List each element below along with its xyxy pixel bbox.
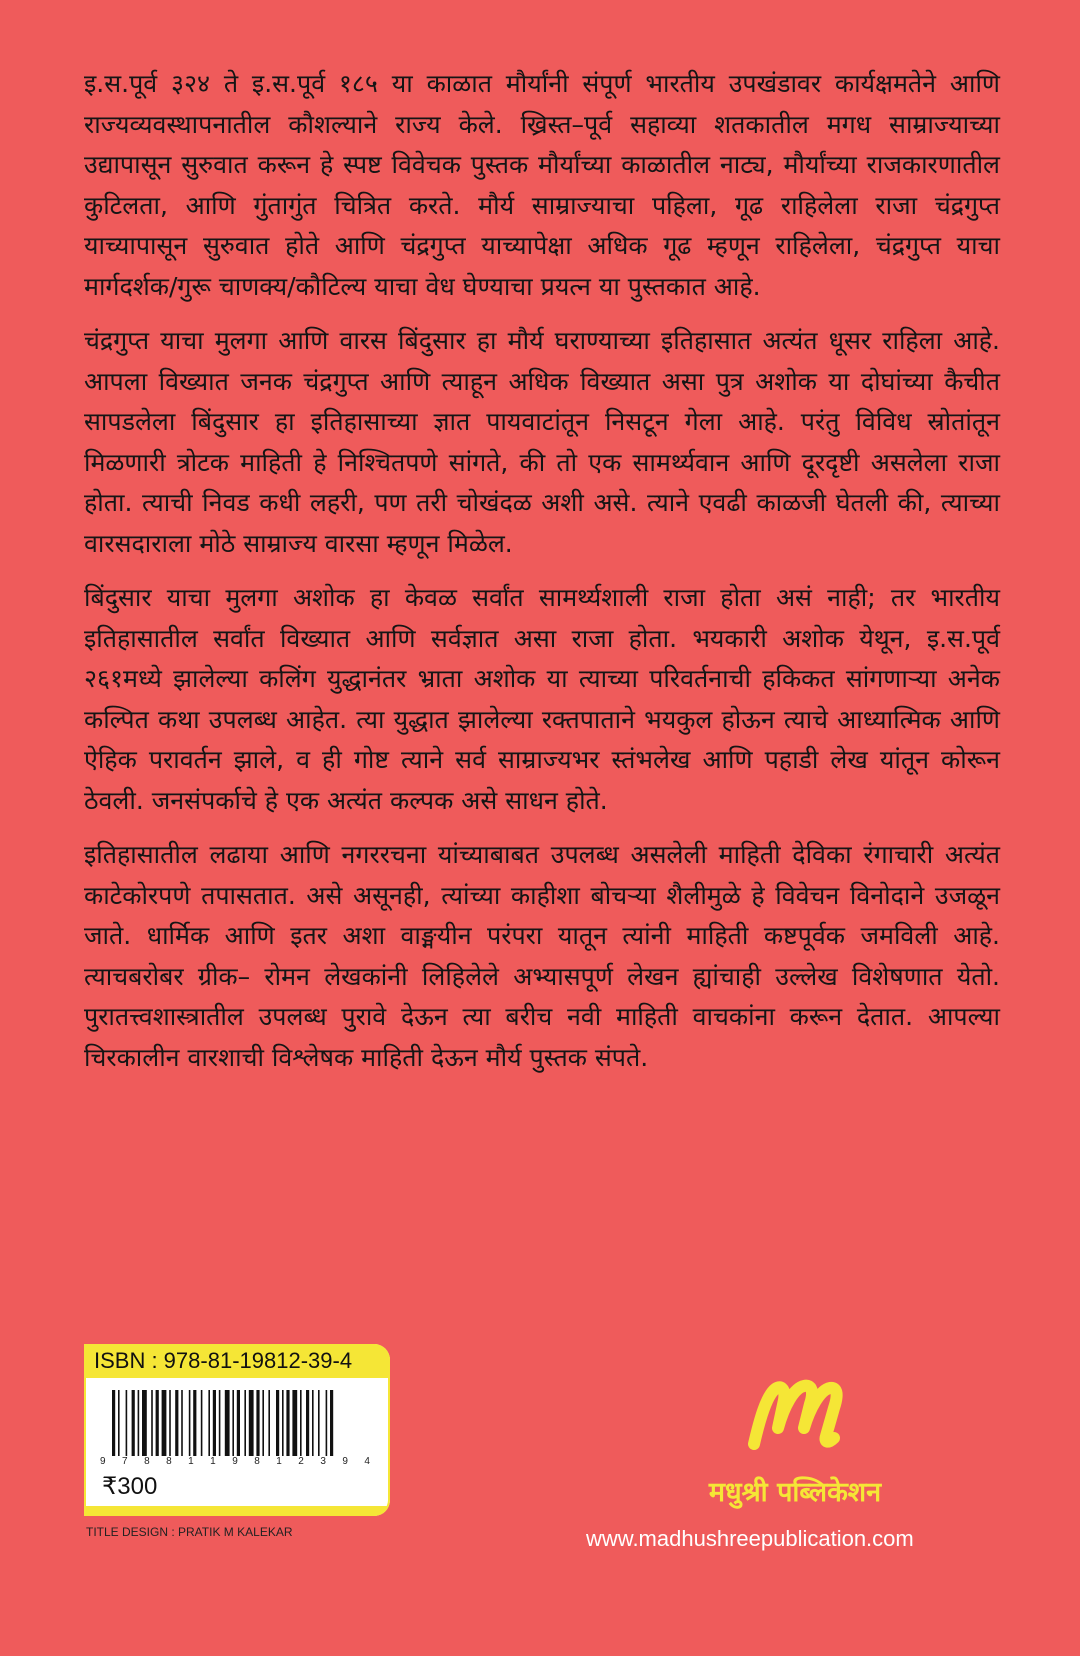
barcode-digits — [100, 1456, 370, 1467]
barcode-digit: 9 — [342, 1456, 348, 1467]
blurb-text — [84, 64, 1000, 1092]
barcode-digit: 9 — [232, 1456, 238, 1467]
barcode-digit: 8 — [254, 1456, 260, 1467]
isbn-label: ISBN : 978-81-19812-39-4 — [84, 1344, 390, 1378]
barcode-digit: 3 — [320, 1456, 326, 1467]
barcode-icon — [112, 1390, 362, 1456]
title-design-credit: TITLE DESIGN : PRATIK M KALEKAR — [86, 1525, 293, 1539]
barcode-digit: 1 — [210, 1456, 216, 1467]
price-bar — [84, 1506, 390, 1516]
blurb-paragraph: इतिहासातील लढाया आणि नगररचना यांच्याबाबत उपलब्ध असलेली माहिती देविका रंगाचारी अत्यंत काटेकोरपणे तपासतात. असे असूनही, त्यांच्या काहीशा बोचऱ्या शैलीमुळे हे विवेचन विनोदाने उजळून जाते. धार्मिक आणि इतर अशा वाङ्मयीन परंपरा यातून त्यांनी माहिती कष्टपूर्वक जमविली आहे. त्याचबरोबर ग्रीक– रोमन लेखकांनी लिहिलेले अभ्यासपूर्ण लेखन ह्यांचाही उल्लेख विशेषणात येतो. पुरातत्त्वशास्त्रातील उपलब्ध पुरावे देऊन त्या बरीच नवी माहिती वाचकांना करून देतात. आपल्या चिरकालीन वारशाची विश्लेषक माहिती देऊन मौर्य पुस्तक संपते. — [84, 840, 1000, 1072]
barcode-digit: 7 — [122, 1456, 128, 1467]
isbn-barcode-block — [84, 1344, 390, 1516]
barcode-digit: 2 — [298, 1456, 304, 1467]
publisher-website[interactable]: www.madhushreepublication.com — [586, 1526, 914, 1551]
blurb-paragraph: चंद्रगुप्त याचा मुलगा आणि वारस बिंदुसार हा मौर्य घराण्याच्या इतिहासात अत्यंत धूसर राहिला आहे. आपला विख्यात जनक चंद्रगुप्त आणि त्याहून अधिक विख्यात असा पुत्र अशोक या दोघांच्या कैचीत सापडलेला बिंदुसार हा इतिहासाच्या ज्ञात पायवाटांतून निसटून गेला आहे. परंतु विविध स्रोतांतून मिळणारी त्रोटक माहिती हे निश्चितपणे सांगते, की तो एक सामर्थ्यवान आणि दूरदृष्टी असलेला राजा होता. त्याची निवड कधी लहरी, पण तरी चोखंदळ अशी असे. त्याने एवढी काळजी घेतली की, त्याच्या वारसदाराला मोठे साम्राज्य वारसा म्हणून मिळेल. — [84, 326, 1000, 558]
barcode-digit: 8 — [144, 1456, 150, 1467]
price-label: ₹300 — [102, 1473, 158, 1500]
barcode-digit: 1 — [188, 1456, 194, 1467]
publisher-name: मधुश्री पब्लिकेशन — [708, 1477, 882, 1508]
blurb-paragraph: बिंदुसार याचा मुलगा अशोक हा केवळ सर्वांत सामर्थ्यशाली राजा होता असं नाही; तर भारतीय इतिहासातील सर्वांत विख्यात आणि सर्वज्ञात असा राजा होता. भयकारी अशोक येथून, इ.स.पूर्व २६१मध्ये झालेल्या कलिंग युद्धानंतर भ्राता अशोक या त्याच्या परिवर्तनाची हकिकत सांगणाऱ्या अनेक कल्पित कथा उपलब्ध आहेत. त्या युद्धात झालेल्या रक्तपाताने भयकुल होऊन त्याचे आध्यात्मिक आणि ऐहिक परावर्तन झाले, व ही गोष्ट त्याने सर्व साम्राज्यभर स्तंभलेख आणि पहाडी लेख यांतून कोरून ठेवली. जनसंपर्काचे हे एक अत्यंत कल्पक असे साधन होते. — [84, 583, 1000, 815]
barcode-digit: 4 — [364, 1456, 370, 1467]
blurb-paragraph: इ.स.पूर्व ३२४ ते इ.स.पूर्व १८५ या काळात मौर्यांनी संपूर्ण भारतीय उपखंडावर कार्यक्षमतेने आणि राज्यव्यवस्थापनातील कौशल्याने राज्य केले. ख्रिस्त–पूर्व सहाव्या शतकातील मगध साम्राज्याच्या उद्यापासून सुरुवात करून हे स्पष्ट विवेचक पुस्तक मौर्यांच्या काळातील नाट्य, मौर्यांच्या राजकारणातील कुटिलता, आणि गुंतागुंत चित्रित करते. मौर्य साम्राज्याचा पहिला, गूढ राहिलेला राजा चंद्रगुप्त याच्यापासून सुरुवात होते आणि चंद्रगुप्त याच्यापेक्षा अधिक गूढ म्हणून राहिलेला, चंद्रगुप्त याचा मार्गदर्शक/गुरू चाणक्य/कौटिल्य याचा वेध घेण्याचा प्रयत्न या पुस्तकात आहे. — [84, 69, 1000, 301]
barcode-digit: 9 — [100, 1456, 106, 1467]
barcode-digit: 8 — [166, 1456, 172, 1467]
barcode-digit: 1 — [276, 1456, 282, 1467]
m-logo-icon — [744, 1370, 844, 1454]
